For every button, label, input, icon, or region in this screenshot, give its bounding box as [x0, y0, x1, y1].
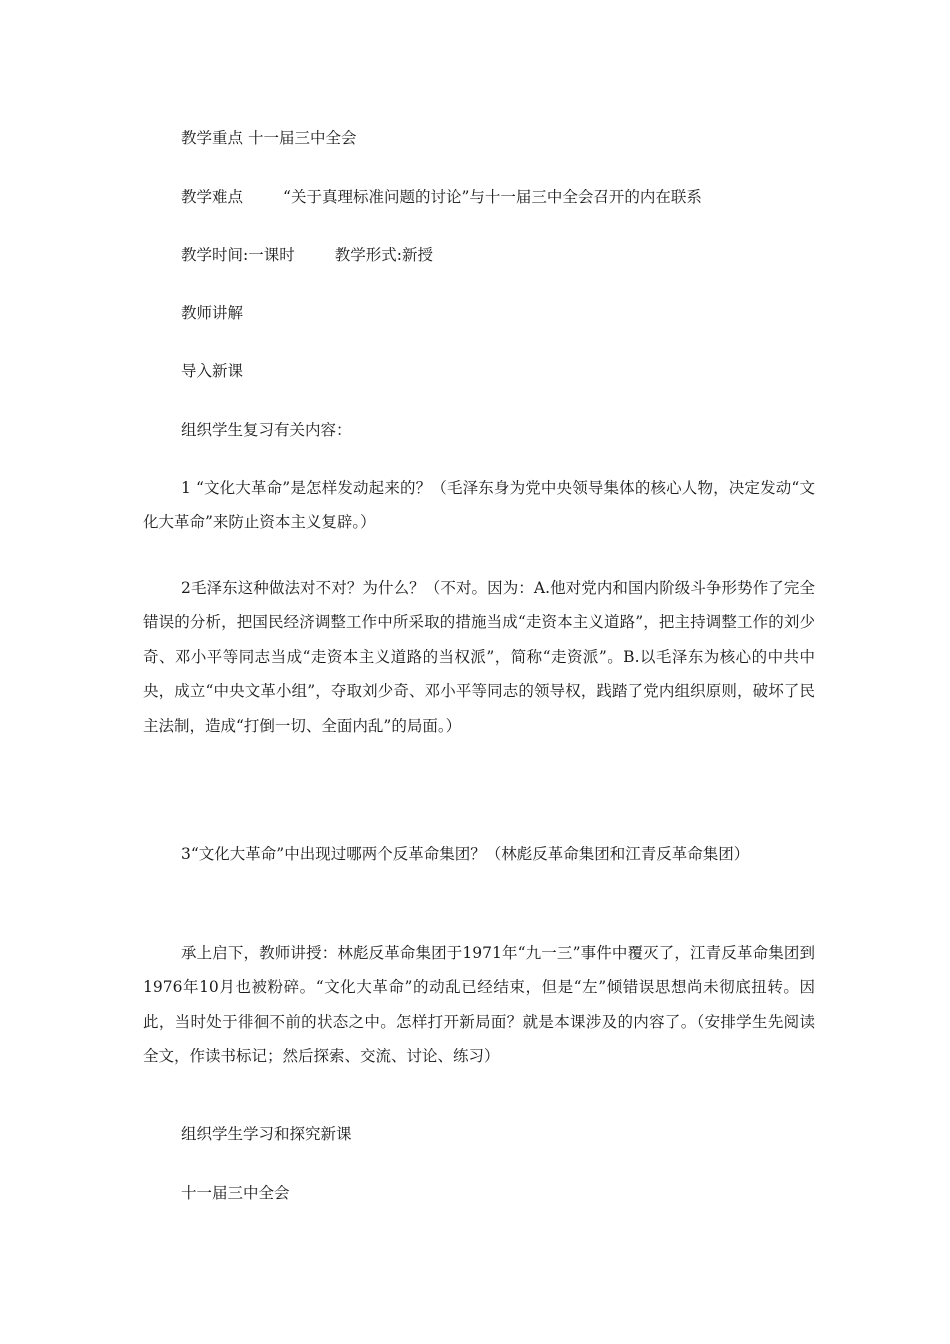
difficult-point-line	[143, 180, 815, 214]
section-title: 十一届三中全会	[181, 1184, 290, 1202]
difficult-point-label: 教学难点	[181, 188, 244, 206]
difficult-point-value: “关于真理标准问题的讨论”与十一届三中全会召开的内在联系	[283, 188, 702, 206]
study-heading: 组织学生学习和探究新课	[181, 1125, 352, 1143]
question-1: 1 “文化大革命”是怎样发动起来的？（毛泽东身为党中央领导集体的核心人物，决定发动“文化大革命”来防止资本主义复辟。）	[143, 479, 815, 532]
schedule-time: 教学时间:一课时	[181, 246, 295, 264]
schedule-line	[143, 238, 815, 272]
key-point-label: 教学重点	[181, 129, 244, 147]
schedule-form: 教学形式:新授	[334, 246, 433, 264]
intro-heading: 导入新课	[181, 362, 244, 380]
key-point-value: 十一届三中全会	[247, 129, 357, 147]
question-3: 3“文化大革命”中出现过哪两个反革命集团？（林彪反革命集团和江青反革命集团）	[181, 845, 750, 863]
transition-paragraph: 承上启下，教师讲授：林彪反革命集团于1971年“九一三”事件中覆灭了，江青反革命集团到1976年10月也被粉碎。“文化大革命”的动乱已经结束，但是“左”倾错误思想尚未彻底扭转。因此，当时处于徘徊不前的状态之中。怎样打开新局面？就是本课涉及的内容了。（安排学生先阅读全文，作读书标记；然后探索、交流、讨论、练习）	[143, 944, 815, 1066]
question-2: 2毛泽东这种做法对不对？为什么？（不对。因为：A.他对党内和国内阶级斗争形势作了完全错误的分析，把国民经济调整工作中所采取的措施当成“走资本主义道路”，把主持调整工作的刘少奇、邓小平等同志当成“走资本主义道路的当权派”，简称“走资派”。B.以毛泽东为核心的中共中央，成立“中央文革小组”，夺取刘少奇、邓小平等同志的领导权，践踏了党内组织原则，破坏了民主法制，造成“打倒一切、全面内乱”的局面。）	[143, 579, 815, 735]
teacher-explain-heading: 教师讲解	[181, 304, 244, 322]
review-heading: 组织学生复习有关内容：	[181, 421, 352, 439]
key-point-line	[143, 121, 815, 155]
